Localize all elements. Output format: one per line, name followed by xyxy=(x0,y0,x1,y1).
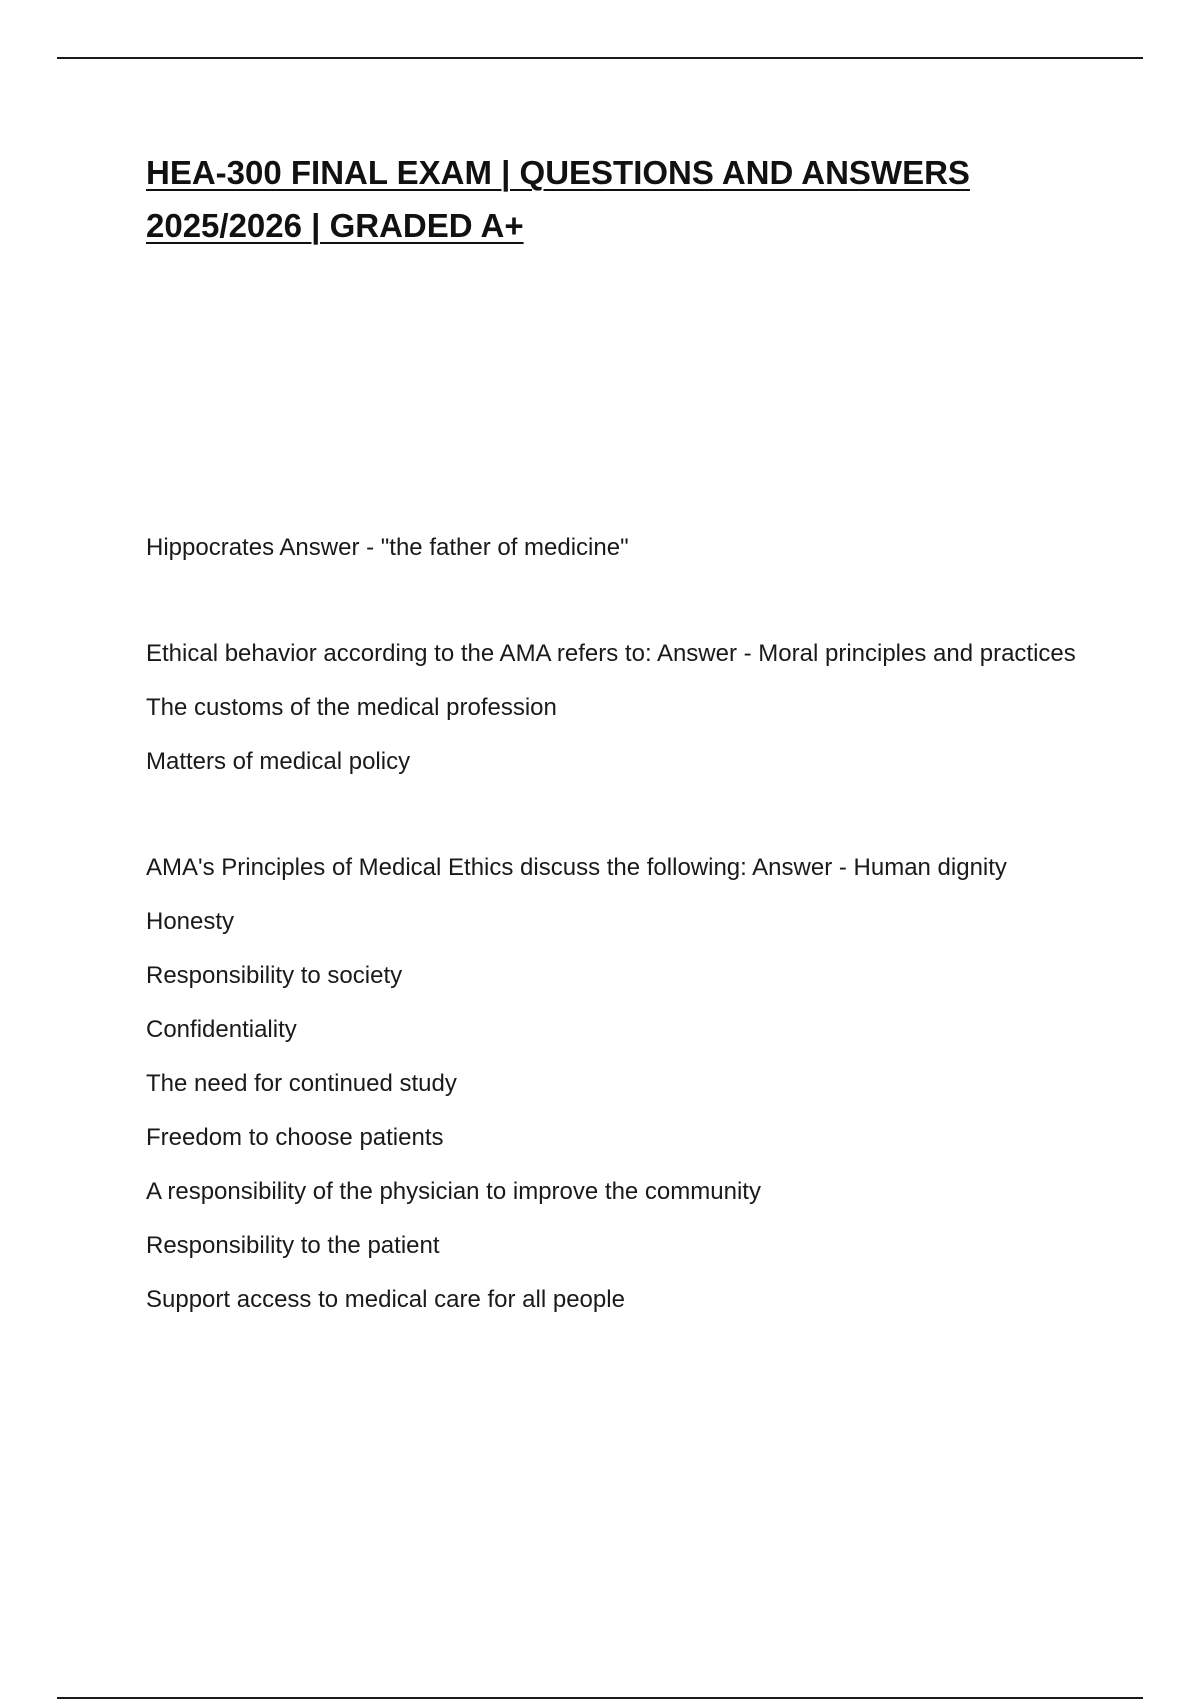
qa-block-ama-principles xyxy=(146,850,1076,1318)
header-rule xyxy=(57,57,1143,59)
answer-line: The customs of the medical profession xyxy=(146,694,557,721)
answer-line: The need for continued study xyxy=(146,1070,457,1097)
answer-line: Support access to medical care for all people xyxy=(146,1286,625,1313)
question-text: Hippocrates Answer - "the father of medicine" xyxy=(146,534,629,561)
document-body xyxy=(146,530,1076,1318)
question-text: Ethical behavior according to the AMA refers to: Answer - Moral principles and practices xyxy=(146,640,1076,667)
title-line-2: 2025/2026 | GRADED A+ xyxy=(146,207,524,244)
footer-rule xyxy=(57,1697,1143,1699)
answer-line: Confidentiality xyxy=(146,1016,297,1043)
answer-line: Freedom to choose patients xyxy=(146,1124,444,1151)
title-line-1: HEA-300 FINAL EXAM | QUESTIONS AND ANSWERS xyxy=(146,154,970,191)
answer-line: A responsibility of the physician to improve the community xyxy=(146,1178,761,1205)
answer-line: Responsibility to society xyxy=(146,962,403,989)
question-text: AMA's Principles of Medical Ethics discuss the following: Answer - Human dignity xyxy=(146,854,1007,881)
answer-line: Matters of medical policy xyxy=(146,748,411,775)
answer-line: Responsibility to the patient xyxy=(146,1232,440,1259)
qa-block-ethical-behavior xyxy=(146,636,1076,780)
answer-line: Honesty xyxy=(146,908,235,935)
qa-block-hippocrates xyxy=(146,530,1076,566)
document-title xyxy=(146,146,1046,252)
